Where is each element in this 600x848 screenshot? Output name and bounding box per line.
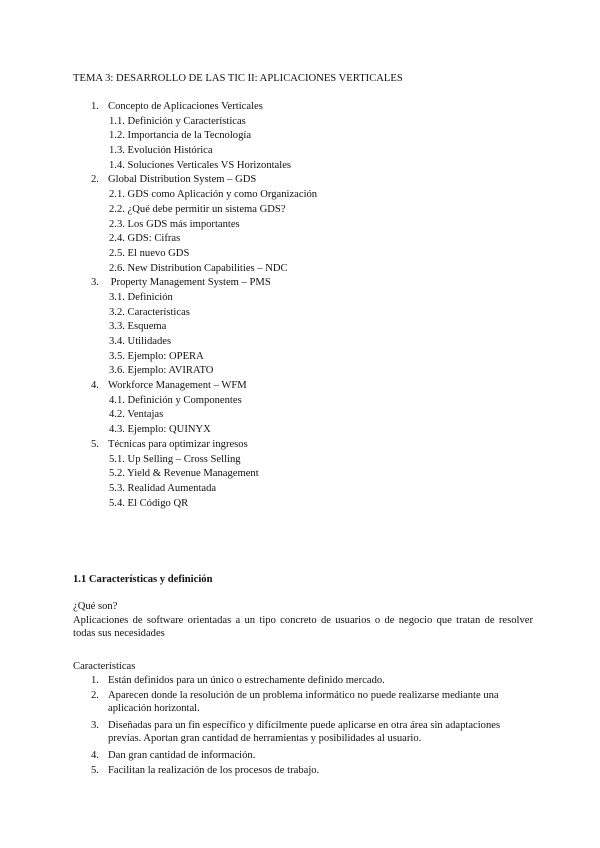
toc-subitem: 2.4. GDS: Cifras — [109, 233, 181, 245]
paragraph-line: Aplicaciones de software orientadas a un tipo concreto de usuarios o de negocio que tratan de resolver — [73, 615, 533, 626]
toc-title: Global Distribution System – GDS — [108, 174, 257, 186]
paragraph-line: todas sus necesidades — [73, 628, 165, 640]
list-text: Diseñadas para un fin específico y difícilmente puede aplicarse en otra área sin adaptaciones previas. Aportan gran cantidad de herramientas y posibilidades al usuario. — [108, 720, 501, 745]
toc-subitem: 3.2. Características — [109, 306, 190, 318]
list-text: Están definidos para un único o estrechamente definido mercado. — [108, 675, 385, 686]
list-item — [0, 719, 600, 749]
list-number: 4. — [91, 750, 99, 761]
toc-title: Concepto de Aplicaciones Verticales — [108, 101, 263, 112]
toc-subitem: 1.4. Soluciones Verticales VS Horizontales — [109, 159, 292, 171]
toc-subitem: 5.4. El Código QR — [109, 497, 189, 509]
list-number: 3. — [91, 720, 99, 731]
toc-subitem: 4.3. Ejemplo: QUINYX — [109, 424, 211, 436]
list-item — [0, 749, 600, 764]
toc-subitem: 2.6. New Distribution Capabilities – NDC — [109, 262, 288, 274]
toc-section-4 — [0, 379, 600, 438]
characteristics-list — [0, 674, 600, 779]
toc-subitem: 5.1. Up Selling – Cross Selling — [109, 453, 241, 465]
toc-subitem: 1.1. Definición y Características — [109, 115, 246, 127]
toc-section-2 — [0, 173, 600, 276]
list-number: 5. — [91, 765, 99, 776]
toc-section-5 — [0, 438, 600, 511]
list-item — [0, 764, 600, 779]
toc-section-1 — [0, 100, 600, 173]
toc-number: 5. — [91, 438, 99, 450]
toc-subitem: 3.1. Definición — [109, 291, 173, 303]
toc-number: 2. — [91, 174, 99, 186]
toc-title: Workforce Management – WFM — [108, 380, 247, 392]
characteristics-label: Características — [73, 661, 136, 672]
toc-subitem: 5.3. Realidad Aumentada — [109, 482, 217, 494]
toc-subitem: 2.5. El nuevo GDS — [109, 247, 190, 259]
list-item — [0, 689, 600, 719]
list-text: Aparecen donde la resolución de un problema informático no puede realizarse mediante una aplicación horizontal. — [108, 690, 499, 715]
toc-section-3 — [0, 276, 600, 379]
toc-subitem: 2.3. Los GDS más importantes — [109, 218, 240, 230]
toc-title: Property Management System – PMS — [108, 277, 271, 289]
section-heading: 1.1 Características y definición — [73, 574, 213, 585]
list-number: 2. — [91, 690, 99, 701]
definition-paragraph — [73, 614, 533, 640]
document-title: TEMA 3: DESARROLLO DE LAS TIC II: APLICACIONES VERTICALES — [73, 73, 403, 84]
toc-subitem: 2.1. GDS como Aplicación y como Organización — [109, 189, 318, 201]
toc-subitem: 1.2. Importancia de la Tecnología — [109, 130, 252, 142]
question-text: ¿Qué son? — [73, 601, 118, 612]
toc-number: 3. — [91, 277, 99, 289]
toc-subitem: 4.1. Definición y Componentes — [109, 394, 242, 406]
toc-title: Técnicas para optimizar ingresos — [108, 438, 248, 450]
toc-number: 1. — [91, 101, 99, 112]
toc-subitem: 2.2. ¿Qué debe permitir un sistema GDS? — [109, 203, 286, 215]
toc-subitem: 3.5. Ejemplo: OPERA — [109, 350, 204, 362]
list-number: 1. — [91, 675, 99, 686]
toc-number: 4. — [91, 380, 99, 392]
list-text: Dan gran cantidad de información. — [108, 750, 256, 761]
list-text: Facilitan la realización de los procesos de trabajo. — [108, 765, 320, 776]
toc-subitem: 4.2. Ventajas — [109, 409, 164, 421]
toc-subitem: 3.3. Esquema — [109, 321, 167, 333]
list-item — [0, 674, 600, 689]
table-of-contents — [0, 100, 600, 511]
toc-subitem: 1.3. Evolución Histórica — [109, 145, 213, 157]
toc-subitem: 3.6. Ejemplo: AVIRATO — [109, 365, 214, 377]
toc-subitem: 3.4. Utilidades — [109, 336, 172, 347]
toc-subitem: 5.2. Yield & Revenue Management — [109, 468, 259, 480]
